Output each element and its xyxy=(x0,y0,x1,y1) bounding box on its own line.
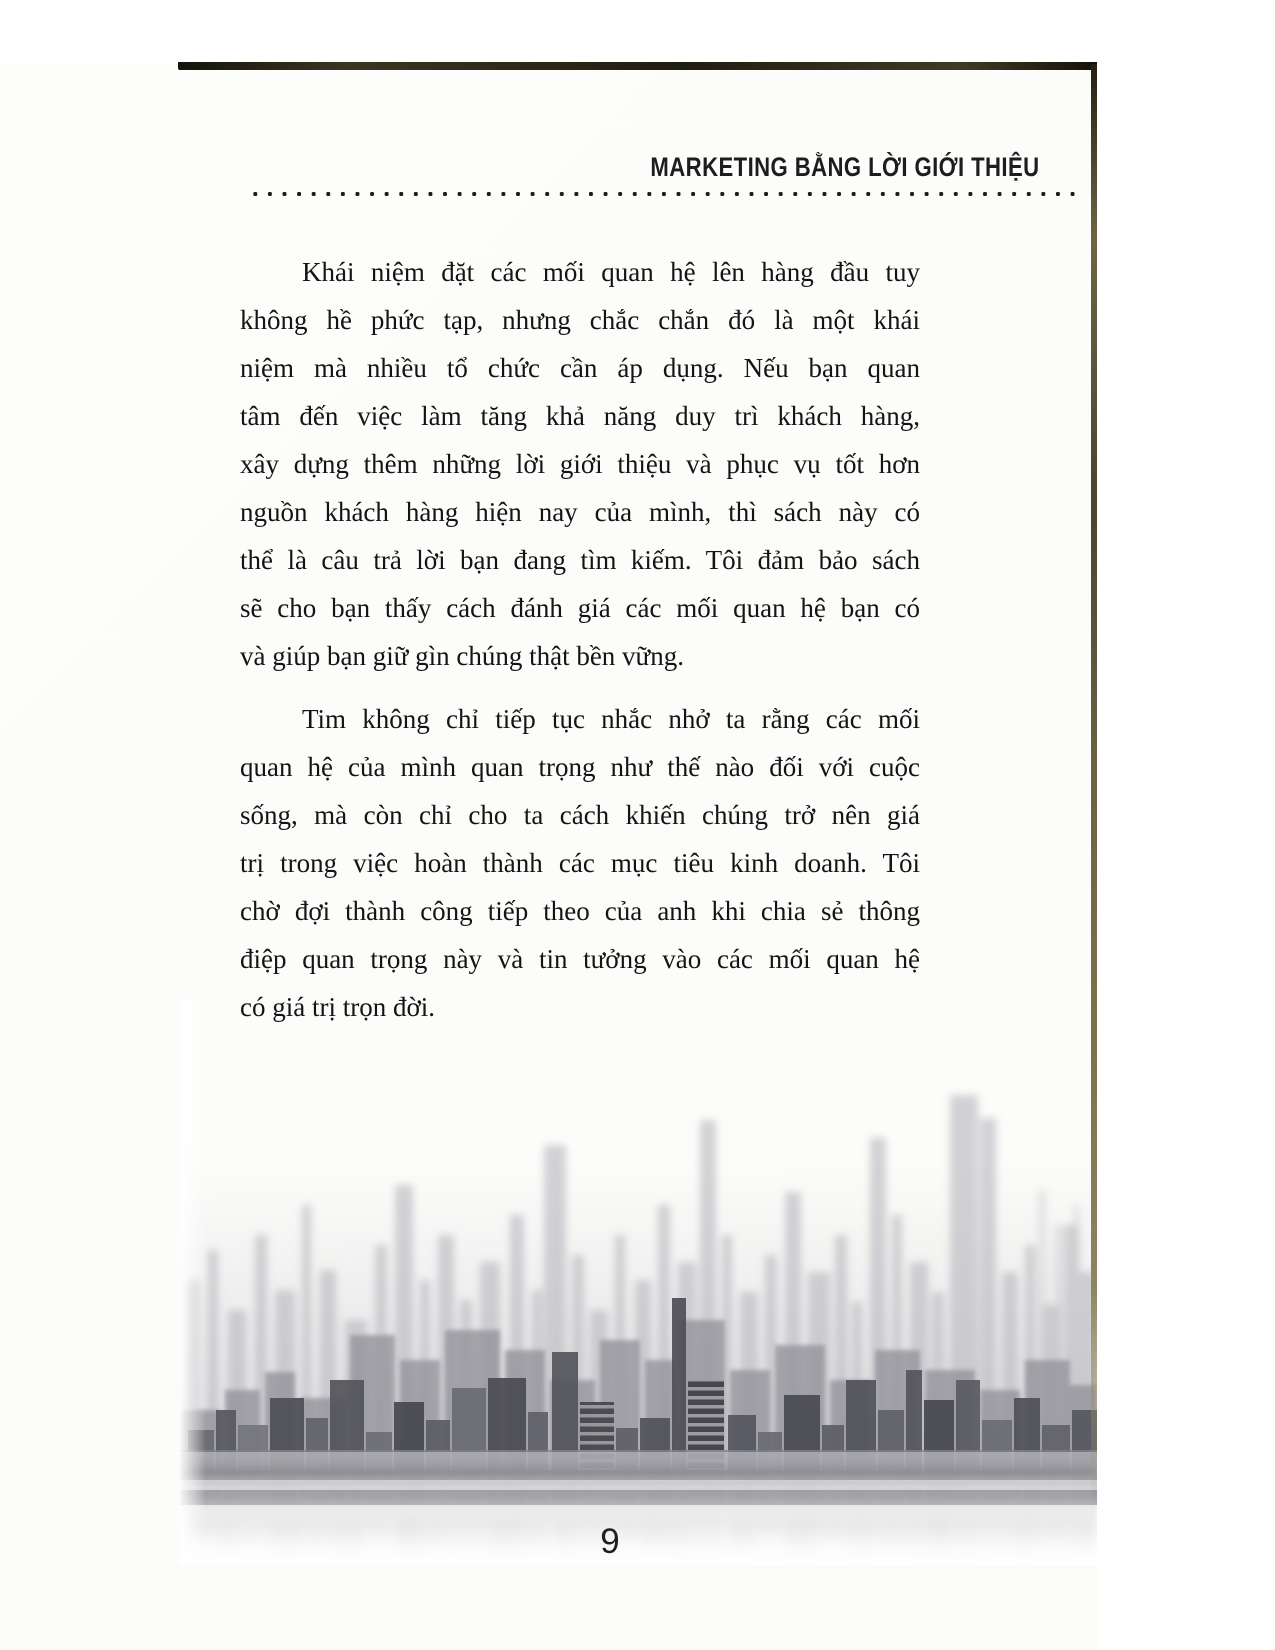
body-text xyxy=(240,248,920,1031)
body-text-line: điệp quan trọng này và tin tưởng vào các mối quan hệ xyxy=(240,944,920,974)
body-text-line: quan hệ của mình quan trọng như thế nào đối với cuộc xyxy=(240,752,920,782)
body-text-line: sống, mà còn chỉ cho ta cách khiến chúng trở nên giá xyxy=(240,800,920,830)
body-text-line: nguồn khách hàng hiện nay của mình, thì sách này có xyxy=(240,497,920,527)
body-text-line: Khái niệm đặt các mối quan hệ lên hàng đầu tuy xyxy=(302,257,920,287)
city-skyline-image xyxy=(180,1000,1097,1565)
dotted-rule xyxy=(248,191,1082,197)
running-header xyxy=(565,151,1040,183)
body-text-line: không hề phức tạp, nhưng chắc chắn đó là một khái xyxy=(240,305,920,335)
body-text-line: thể là câu trả lời bạn đang tìm kiếm. Tôi đảm bảo sách xyxy=(240,545,920,575)
body-text-line: sẽ cho bạn thấy cách đánh giá các mối quan hệ bạn có xyxy=(240,593,920,623)
paragraph-1 xyxy=(240,248,920,680)
running-header-text: MARKETING BẰNG LỜI GIỚI THIỆU xyxy=(650,152,1040,182)
body-text-line: niệm mà nhiều tổ chức cần áp dụng. Nếu bạn quan xyxy=(240,353,920,383)
body-text-line: trị trong việc hoàn thành các mục tiêu kinh doanh. Tôi xyxy=(240,848,920,878)
page-right-edge xyxy=(1091,64,1097,1520)
body-text-line: và giúp bạn giữ gìn chúng thật bền vững. xyxy=(240,641,684,671)
body-text-line: tâm đến việc làm tăng khả năng duy trì khách hàng, xyxy=(240,401,920,431)
page-number: 9 xyxy=(600,1522,620,1561)
body-text-line: có giá trị trọn đời. xyxy=(240,992,435,1022)
body-text-line: Tim không chỉ tiếp tục nhắc nhở ta rằng các mối xyxy=(302,704,920,734)
body-text-line: xây dựng thêm những lời giới thiệu và phục vụ tốt hơn xyxy=(240,449,920,479)
body-text-line: chờ đợi thành công tiếp theo của anh khi chia sẻ thông xyxy=(240,896,920,926)
paragraph-2 xyxy=(240,695,920,1031)
skyline-buildings xyxy=(180,1095,1097,1505)
page-top-edge xyxy=(178,62,1097,70)
